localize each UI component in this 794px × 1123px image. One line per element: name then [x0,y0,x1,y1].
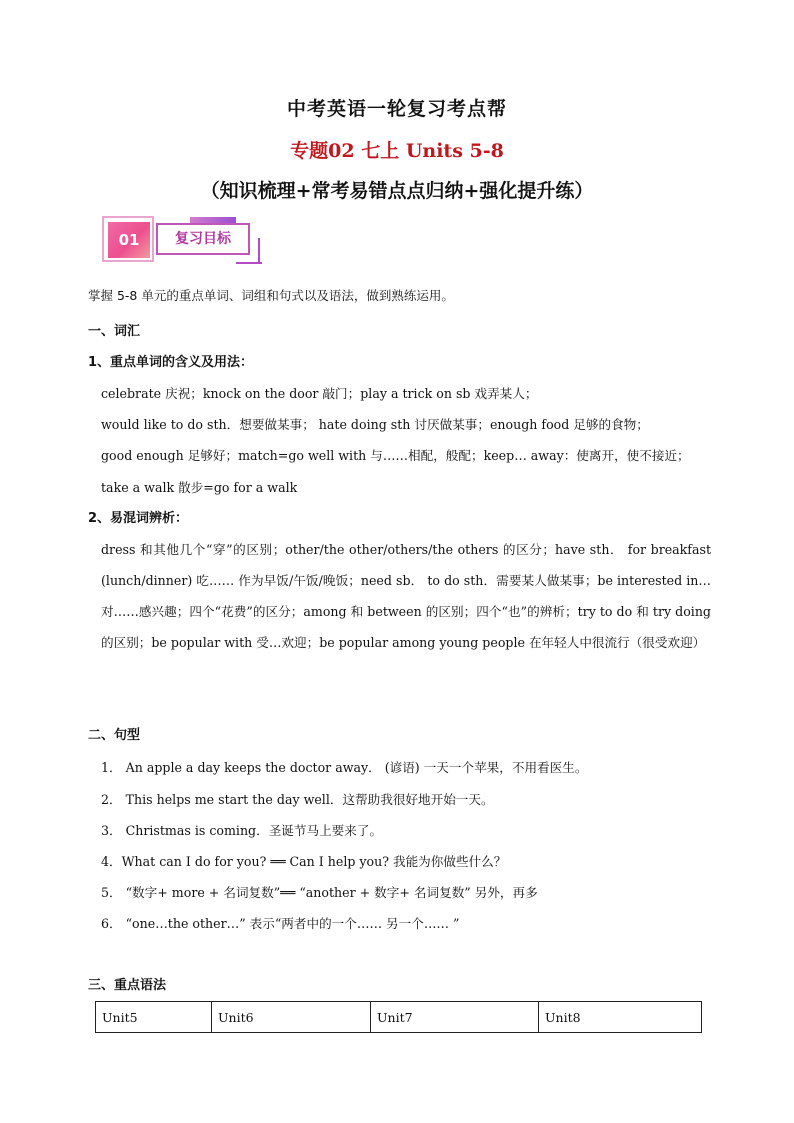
key-words-line: celebrate 庆祝；knock on the door 敲门；play a trick on sb 戏弄某人； [101,386,538,401]
document-title: 中考英语一轮复习考点帮 [286,98,507,120]
sentence-item: 3． Christmas is coming．圣诞节马上要来了。 [101,823,383,838]
review-goal: 掌握 5-8 单元的重点单词、词组和句式以及语法，做到熟练运用。 [88,288,454,303]
key-words-heading: 1、重点单词的含义及用法： [88,355,254,370]
badge-sideline [258,238,260,264]
confusing-words-text: dress 和其他几个“穿”的区别；other/the other/others/the others 的区分；have sth． for breakfast (lunch/dinner) 吃…… 作为早饭/午饭/晚饭；need sb． to do sth．需要某人做某事；be interested in…对……感兴趣；四个“花费”的区分；among 和 between 的区别；四个“也”的辨析；try to do 和 try doing 的区别；be popular with 受…欢迎；be popular among young people 在年轻人中很流行（很受欢迎） [101,542,711,650]
badge-number: 01 [108,222,150,258]
section-grammar-heading: 三、重点语法 [88,978,167,993]
badge-label: 复习目标 [156,223,250,255]
confusing-words-heading: 2、易混词辨析： [88,511,189,526]
table-header-cell: Unit6 [212,1002,371,1033]
sentence-item: 2． This helps me start the day well．这帮助我很好地开始一天。 [101,792,494,807]
document-subtitle: 专题02 七上 Units 5-8 [290,140,504,162]
grammar-table [95,1001,702,1033]
table-header-cell: Unit5 [96,1002,212,1033]
table-header-cell: Unit8 [539,1002,702,1033]
section-sentence-heading: 二、句型 [88,728,141,743]
table-header-cell: Unit7 [371,1002,539,1033]
section-badge [100,214,262,266]
sentence-item: 1． An apple a day keeps the doctor away． (谚语) 一天一个苹果，不用看医生。 [101,760,588,775]
sentence-item: 4．What can I do for you? ══ Can I help you? 我能为你做些什么？ [101,854,507,869]
section-vocabulary-heading: 一、词汇 [88,324,141,339]
table-row [96,1002,702,1033]
key-words-line: would like to do sth．想要做某事； hate doing sth 讨厌做某事；enough food 足够的食物； [101,417,649,432]
key-words-line: good enough 足够好；match=go well with 与……相配，般配；keep… away：使离开，使不接近； [101,448,690,463]
key-words-line: take a walk 散步=go for a walk [101,480,298,495]
sentence-item: 6． “one…the other…” 表示“两者中的一个…… 另一个…… ” [101,916,460,931]
document-subtitle-detail: （知识梳理+常考易错点点归纳+强化提升练） [200,180,594,202]
sentence-item: 5． “数字+ more + 名词复数”══ “another + 数字+ 名词复数” 另外，再多 [101,885,538,900]
